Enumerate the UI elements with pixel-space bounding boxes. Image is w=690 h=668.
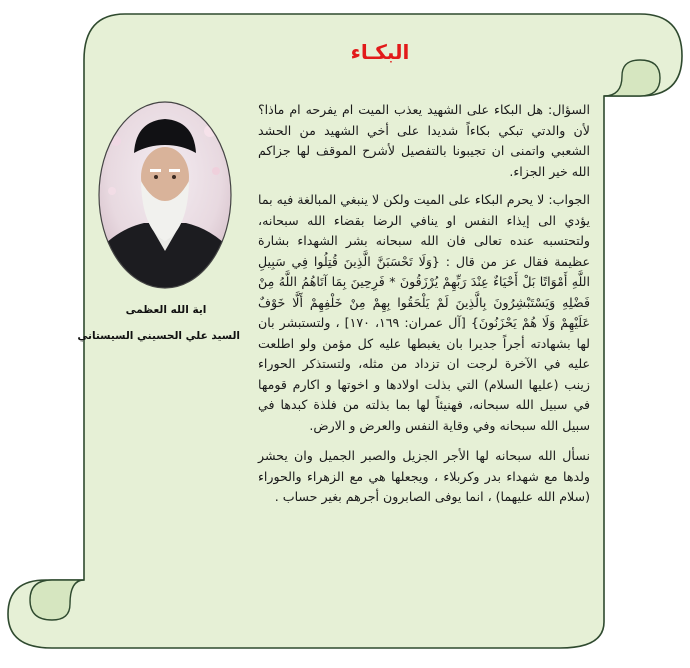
article-body bbox=[258, 100, 590, 516]
portrait-caption-title: اية الله العظمى bbox=[125, 304, 207, 316]
answer-paragraph: الجواب: لا يحرم البكاء على الميت ولكن لا ينبغي المبالغة فيه بما يؤدي الى إيذاء النفس او ينافي الرضا بقضاء الله سبحانه، ولتحتسبه عنده تعالى فان الله سبحانه بشر الشهداء بشارة عظيمة فقال عز من قال : {وَلَا تَحْسَبَنَّ الَّذِينَ قُتِلُوا فِي سَبِيلِ اللَّهِ أَمْوَاتًا بَلْ أَحْيَاءٌ عِنْدَ رَبِّهِمْ يُرْزَقُونَ * فَرِحِينَ بِمَا آتَاهُمُ اللَّهُ مِنْ فَضْلِهِ وَيَسْتَبْشِرُونَ بِالَّذِينَ لَمْ يَلْحَقُوا بِهِمْ مِنْ خَلْفِهِمْ أَلَّا خَوْفٌ عَلَيْهِمْ وَلَا هُمْ يَحْزَنُونَ} [آل عمران: ١٦٩، ١٧٠] ، ولتستبشر بان لها بشهادته أجراً جديرا بان يغبطها عليه كل مؤمن ولو اطلعت عليه في الآخرة لرجت ان تزداد من مثله، ولتستذكر الحوراء زينب (عليها السلام) التي بذلت اولادها و اخوتها و اكارم قومها في سبيل الله سبحانه، فهنيئاً لها بما بذلته من فلذة كبدها في سبيل الله سبحانه وفي وقاية النفس والعرض و الارض. bbox=[258, 192, 590, 433]
question-paragraph: السؤال: هل البكاء على الشهيد يعذب الميت ام يفرحه ام ماذا؟ لأن والدتي تبكي بكاءاً شديدا على أخي الشهيد من الحشد الشعبي واتمنى ان تجيبونا بالتفصيل لأشرح الموقف لها جزاكم الله خير الجزاء. bbox=[258, 102, 590, 179]
closing-paragraph: نسأل الله سبحانه لها الأجر الجزيل والصبر الجميل وان يحشر ولدها مع شهداء بدر وكربلاء ، ويجعلها هي مع الزهراء والحوراء (سلام الله عليهما) ، انما يوفى الصابرون أجرهم بغير حساب . bbox=[258, 448, 590, 504]
portrait-caption-name: السيد علي الحسيني السيستاني bbox=[77, 330, 240, 342]
page-title: البكـاء bbox=[350, 40, 410, 64]
portrait-image bbox=[98, 101, 232, 289]
